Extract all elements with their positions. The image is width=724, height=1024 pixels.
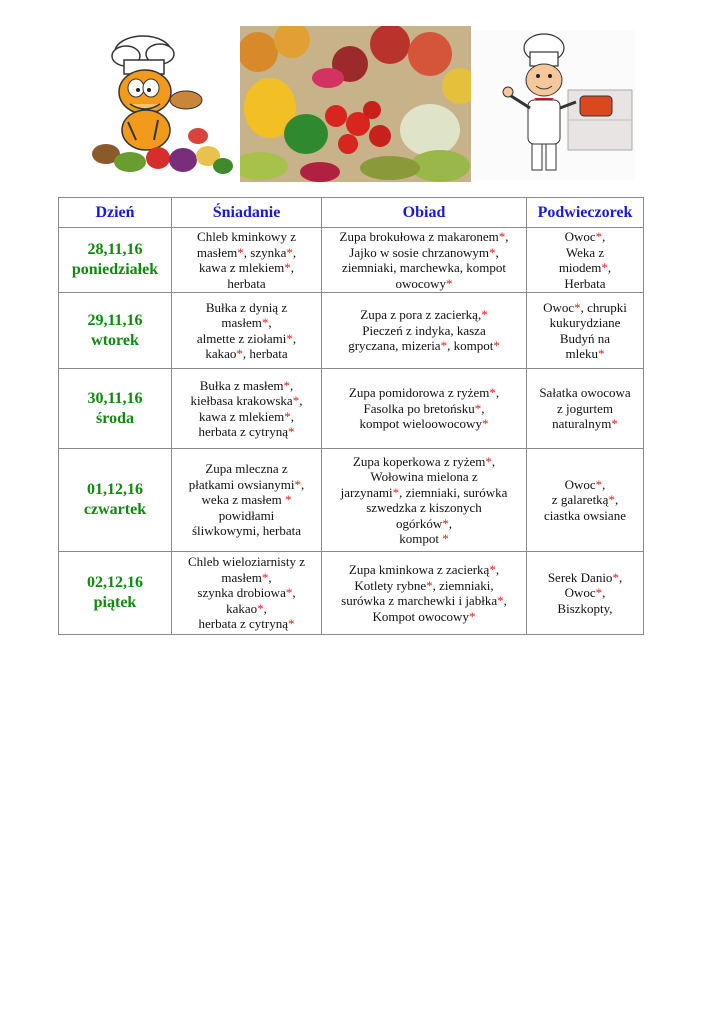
allergen-star: * xyxy=(292,393,300,408)
menu-text: , szynka xyxy=(243,244,287,260)
menu-text: almette z ziołami xyxy=(196,330,287,346)
allergen-star: * xyxy=(481,416,489,432)
menu-line xyxy=(531,300,639,316)
table-row xyxy=(59,228,644,293)
allergen-star: * xyxy=(236,346,243,361)
breakfast-cell xyxy=(172,449,322,552)
allergen-star: * xyxy=(485,453,492,469)
day-cell xyxy=(59,552,172,635)
menu-text: , xyxy=(607,260,612,275)
snack-cell xyxy=(527,449,644,552)
menu-text: gryczana, mizeria xyxy=(348,338,441,354)
menu-text: , xyxy=(614,492,619,508)
menu-text: miodem xyxy=(558,260,602,275)
allergen-star: * xyxy=(601,260,608,275)
menu-text: , ziemniaki, xyxy=(432,577,494,593)
menu-text: ogórków xyxy=(396,515,443,531)
menu-text: Owoc xyxy=(564,229,596,244)
menu-text: , xyxy=(495,385,500,401)
menu-text: płatkami owsianymi xyxy=(188,476,295,492)
menu-text: kawa z mlekiem xyxy=(199,260,285,275)
menu-line xyxy=(326,531,522,547)
menu-line xyxy=(531,245,639,261)
menu-text: kakao xyxy=(226,600,258,616)
menu-line xyxy=(176,461,317,477)
allergen-star: * xyxy=(497,593,504,608)
menu-line xyxy=(326,401,522,417)
allergen-star: * xyxy=(442,515,449,531)
allergen-star: * xyxy=(498,229,506,244)
menu-text: , xyxy=(602,229,606,244)
menu-line xyxy=(326,323,522,339)
allergen-star: * xyxy=(595,585,603,601)
allergen-star: * xyxy=(285,585,293,601)
allergen-star: * xyxy=(481,307,488,323)
menu-text: , xyxy=(481,400,485,416)
menu-line xyxy=(326,485,522,501)
table-row xyxy=(59,293,644,369)
menu-text: Zupa mleczna z xyxy=(205,461,288,477)
allergen-star: * xyxy=(474,400,482,416)
weekday-text: czwartek xyxy=(83,501,147,518)
menu-text: naturalnym xyxy=(552,416,612,432)
menu-line xyxy=(326,454,522,470)
menu-text: , xyxy=(292,585,296,601)
menu-text: Zupa kminkowa z zacierką xyxy=(348,562,490,577)
table-header-row xyxy=(59,198,644,228)
menu-line xyxy=(531,477,639,493)
allergen-star: * xyxy=(595,229,603,244)
menu-text: owocowy xyxy=(395,275,447,291)
allergen-star: * xyxy=(440,338,448,354)
menu-text: , xyxy=(268,315,272,330)
lunch-cell xyxy=(322,293,527,369)
date-text: 01,12,16 xyxy=(87,481,143,498)
menu-text: kompot xyxy=(399,531,443,546)
snack-cell xyxy=(527,552,644,635)
menu-text: masłem xyxy=(221,569,262,585)
allergen-star: * xyxy=(286,330,293,346)
menu-text: powidłami xyxy=(218,507,275,523)
menu-text: , xyxy=(602,476,606,492)
menu-text: ciastka owsiane xyxy=(544,507,626,523)
day-cell xyxy=(59,228,172,293)
menu-line xyxy=(326,276,522,292)
menu-text: kukurydziane xyxy=(549,315,621,330)
menu-text: kakao xyxy=(205,346,237,361)
menu-text: Weka z xyxy=(565,244,605,260)
menu-line xyxy=(326,245,522,261)
menu-text: masłem xyxy=(196,244,238,260)
menu-line xyxy=(176,315,317,331)
menu-text: kompot wieloowocowy xyxy=(359,416,482,432)
table-row xyxy=(59,449,644,552)
menu-line xyxy=(176,477,317,493)
menu-text: , xyxy=(301,476,305,492)
menu-line xyxy=(326,500,522,516)
allergen-star: * xyxy=(488,244,496,260)
breakfast-cell xyxy=(172,228,322,293)
menu-text: Fasolka po bretońsku xyxy=(363,400,475,416)
menu-line xyxy=(326,578,522,594)
lunch-cell xyxy=(322,369,527,449)
menu-text: , xyxy=(503,593,507,608)
menu-line xyxy=(531,508,639,524)
menu-line xyxy=(176,331,317,347)
menu-line xyxy=(326,260,522,276)
menu-text: Owoc xyxy=(543,299,575,315)
breakfast-cell xyxy=(172,369,322,449)
day-cell xyxy=(59,369,172,449)
menu-line xyxy=(531,385,639,401)
menu-text: , chrupki xyxy=(580,299,627,315)
allergen-star: * xyxy=(611,416,618,432)
menu-line xyxy=(531,401,639,417)
snack-cell xyxy=(527,228,644,293)
menu-text: Serek Danio xyxy=(547,569,613,585)
menu-text: śliwkowymi, herbata xyxy=(191,523,302,539)
menu-line xyxy=(176,409,317,425)
menu-text: Zupa koperkowa z ryżem xyxy=(352,453,486,469)
menu-line xyxy=(176,601,317,617)
menu-text: jarzynami xyxy=(340,484,393,500)
menu-line xyxy=(176,585,317,601)
menu-text: Budyń na xyxy=(559,330,611,346)
allergen-star: * xyxy=(261,569,269,585)
allergen-star: * xyxy=(294,476,302,492)
menu-text: Wołowina mielona z xyxy=(370,469,478,484)
allergen-star: * xyxy=(595,476,603,492)
menu-text: kawa z mlekiem xyxy=(199,408,285,424)
menu-line xyxy=(531,492,639,508)
menu-text: z galaretką xyxy=(551,492,609,508)
breakfast-cell xyxy=(172,293,322,369)
menu-text: Bułka z dynią z xyxy=(205,299,288,315)
menu-text: Chleb wieloziarnisty z xyxy=(188,554,305,570)
menu-text: , herbata xyxy=(242,346,288,361)
menu-text: , xyxy=(495,562,500,577)
cartoon-cat-chef-image xyxy=(88,30,238,180)
menu-text: Jajko w sosie chrzanowym xyxy=(349,244,489,260)
menu-text: herbata xyxy=(227,275,266,291)
menu-text: , xyxy=(292,330,297,346)
menu-line xyxy=(531,260,639,276)
menu-line xyxy=(176,245,317,261)
allergen-star: * xyxy=(426,577,433,593)
fruits-vegetables-image xyxy=(240,26,471,182)
menu-line xyxy=(176,260,317,276)
table-row xyxy=(59,369,644,449)
menu-text: , xyxy=(290,260,294,275)
menu-line xyxy=(176,616,317,632)
allergen-star: * xyxy=(284,408,291,424)
menu-line xyxy=(176,346,317,362)
menu-line xyxy=(176,229,317,245)
menu-text: , xyxy=(505,229,509,244)
menu-line xyxy=(531,315,639,331)
allergen-star: * xyxy=(608,492,615,508)
menu-text: Zupa z pora z zacierką, xyxy=(360,307,482,323)
lunch-cell xyxy=(322,552,527,635)
allergen-star: * xyxy=(612,569,619,585)
menu-line xyxy=(176,508,317,524)
menu-line xyxy=(326,593,522,609)
menu-rows xyxy=(59,228,644,635)
cartoon-chef-image xyxy=(472,30,635,180)
weekday-text: poniedziałek xyxy=(71,261,159,278)
menu-text: , xyxy=(618,569,623,585)
allergen-star: * xyxy=(446,275,453,291)
date-text: 28,11,16 xyxy=(87,241,143,258)
menu-text: , xyxy=(268,569,272,585)
column-header-day: Dzień xyxy=(59,198,172,228)
allergen-star: * xyxy=(288,424,295,439)
breakfast-cell xyxy=(172,552,322,635)
menu-line xyxy=(176,378,317,394)
menu-line xyxy=(176,554,317,570)
snack-cell xyxy=(527,369,644,449)
column-header-snack: Podwieczorek xyxy=(527,198,644,228)
menu-line xyxy=(531,346,639,362)
menu-text: , xyxy=(299,393,303,408)
menu-text: , ziemniaki, surówka xyxy=(399,484,508,500)
allergen-star: * xyxy=(257,600,264,616)
day-cell xyxy=(59,449,172,552)
allergen-star: * xyxy=(574,299,581,315)
column-header-lunch: Obiad xyxy=(322,198,527,228)
menu-line xyxy=(531,601,639,617)
allergen-star: * xyxy=(392,484,400,500)
menu-text: , xyxy=(290,377,294,393)
menu-line xyxy=(326,416,522,432)
menu-line xyxy=(326,609,522,625)
allergen-star: * xyxy=(489,385,496,401)
allergen-star: * xyxy=(284,492,292,508)
menu-text: Chleb kminkowy z xyxy=(197,229,296,244)
menu-text: , xyxy=(495,244,499,260)
menu-text: z jogurtem xyxy=(557,400,613,416)
day-cell xyxy=(59,293,172,369)
menu-line xyxy=(531,570,639,586)
menu-line xyxy=(326,469,522,485)
menu-line xyxy=(176,276,317,292)
menu-text: , xyxy=(290,408,294,424)
weekday-text: środa xyxy=(96,409,134,427)
allergen-star: * xyxy=(237,244,244,260)
weekday-text: piątek xyxy=(93,594,137,611)
menu-text: surówka z marchewki i jabłka xyxy=(341,593,498,608)
weekday-text: wtorek xyxy=(91,331,139,349)
date-text: 02,12,16 xyxy=(87,574,143,591)
menu-text: Herbata xyxy=(564,275,606,291)
menu-line xyxy=(531,585,639,601)
menu-text: , xyxy=(602,585,606,601)
menu-line xyxy=(326,562,522,578)
allergen-star: * xyxy=(283,377,290,393)
menu-text: , xyxy=(448,515,452,531)
date-text: 30,11,16 xyxy=(87,389,143,407)
lunch-cell xyxy=(322,228,527,293)
menu-text: szynka drobiowa xyxy=(197,585,286,601)
menu-text: Bułka z masłem xyxy=(199,377,284,393)
menu-line xyxy=(326,516,522,532)
menu-text: Kompot owocowy xyxy=(372,608,469,624)
allergen-star: * xyxy=(489,562,496,577)
menu-line xyxy=(176,393,317,409)
allergen-star: * xyxy=(286,244,293,260)
menu-line xyxy=(531,229,639,245)
menu-line xyxy=(176,300,317,316)
allergen-star: * xyxy=(442,531,449,546)
menu-line xyxy=(326,338,522,354)
allergen-star: * xyxy=(261,315,269,330)
allergen-star: * xyxy=(288,616,295,632)
menu-text: , xyxy=(491,453,496,469)
menu-line xyxy=(176,424,317,440)
menu-line xyxy=(531,276,639,292)
menu-text: weka z masłem xyxy=(201,492,285,508)
menu-line xyxy=(176,523,317,539)
menu-text: kiełbasa krakowska xyxy=(190,393,293,408)
menu-text: ziemniaki, marchewka, kompot xyxy=(342,260,506,275)
menu-text: Zupa pomidorowa z ryżem xyxy=(348,385,490,401)
allergen-star: * xyxy=(468,608,476,624)
allergen-star: * xyxy=(493,338,500,354)
table-row xyxy=(59,552,644,635)
menu-text: Sałatka owocowa xyxy=(539,385,631,401)
menu-line xyxy=(176,492,317,508)
header-images xyxy=(0,24,724,184)
menu-text: mleku xyxy=(565,346,598,361)
menu-text: herbata z cytryną xyxy=(198,616,288,632)
column-header-breakfast: Śniadanie xyxy=(172,198,322,228)
menu-text: , kompot xyxy=(447,338,494,354)
menu-line xyxy=(326,385,522,401)
menu-line xyxy=(326,307,522,323)
menu-line xyxy=(326,229,522,245)
menu-text: , xyxy=(263,600,267,616)
menu-text: Zupa brokułowa z makaronem xyxy=(339,229,499,244)
menu-line xyxy=(176,570,317,586)
lunch-cell xyxy=(322,449,527,552)
menu-line xyxy=(531,416,639,432)
menu-text: , xyxy=(292,244,297,260)
allergen-star: * xyxy=(284,260,291,275)
menu-text: masłem xyxy=(221,315,262,330)
menu-line xyxy=(531,331,639,347)
menu-text: szwedzka z kiszonych xyxy=(366,500,482,515)
snack-cell xyxy=(527,293,644,369)
menu-text: Kotlety rybne xyxy=(354,577,427,593)
date-text: 29,11,16 xyxy=(87,311,143,329)
allergen-star: * xyxy=(598,346,605,361)
menu-text: Biszkopty, xyxy=(557,600,613,616)
menu-text: herbata z cytryną xyxy=(198,424,288,439)
menu-text: Owoc xyxy=(564,585,596,601)
menu-text: Owoc xyxy=(564,476,596,492)
weekly-menu-table xyxy=(58,197,644,635)
menu-text: Pieczeń z indyka, kasza xyxy=(362,322,486,338)
